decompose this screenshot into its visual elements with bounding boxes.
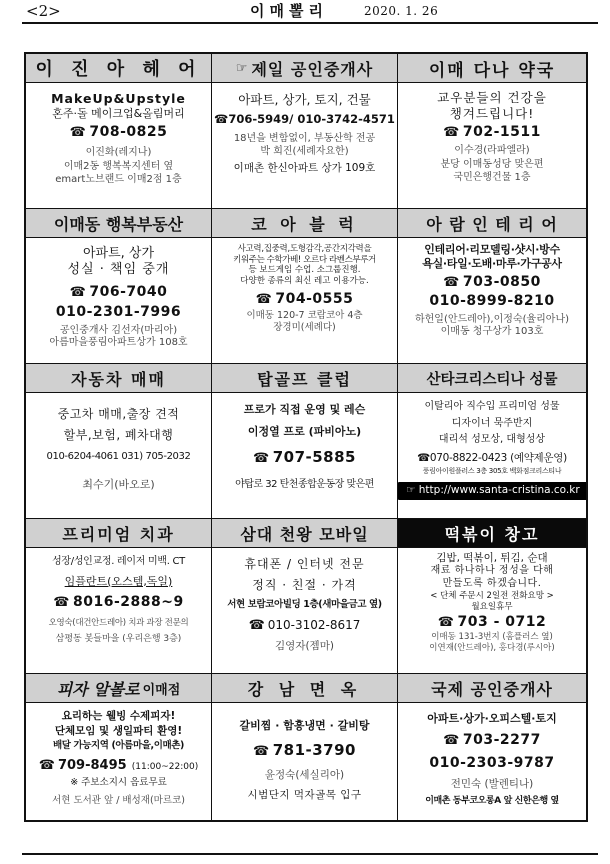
ad-aram-interior: 아 람 인 테 리 어 인테리어·리모델링·샷시·방수 욕실·타일·도배·마루·가구공사 ☎ 703-0850 010-8999-8210 하헌일(안드레아),이정숙(율리아나) 이매동 청구상가 103호: [398, 209, 586, 364]
ad-gangnam-myeonok: 강 남 면 옥 갈비찜 · 함흥냉면 · 갈비탕 ☎ 781-3790 윤정숙(세실리아) 시범단지 먹자골목 입구: [212, 674, 398, 820]
phone-icon: ☎: [248, 617, 265, 633]
ad-pizza-alvolo: 피자 알볼로 이매점 요리하는 웰빙 수제피자! 단체모임 및 생일파티 환영! 배달 가능지역 (아름마을,이매촌) ☎ 709-8495 (11:00~22:00) ※ 주보소지시 음료무료 서현 도서관 앞 / 배성재(마르코): [26, 674, 212, 820]
bulletin-title: 이매뽈리: [250, 2, 328, 20]
ad-title: 아 람 인 테 리 어: [398, 209, 586, 238]
ad-grid: [24, 52, 588, 822]
phone-icon: ☎: [437, 615, 455, 631]
ad-core-block: 코 아 블 럭 사고력,집중력,도형감각,공간지각력을 키워주는 수학가베! 오르다 라벤스부루거 등 보드게임 수업. 소그룹진행. 다양한 종류의 최신 레고 이용가능. ☎ 704-0555 이매동 120-7 코람코아 4층 장경미(세례다): [212, 209, 398, 364]
phone-icon: ☎: [443, 125, 460, 141]
pointing-hand-icon: ☞: [235, 60, 249, 76]
ad-title: 탑골프 클럽: [212, 364, 397, 393]
ad-title: 이 진 아 헤 어: [26, 54, 211, 83]
phone-icon: ☎: [443, 274, 460, 290]
ad-jeil-realty: ☞ 제일 공인중개사 아파트, 상가, 토지, 건물 ☎706-5949/ 010-3742-4571 18년을 변함없이, 부동산학 전공 박 희진(세례자요한) 이매촌 한신아파트 상가 109호: [212, 54, 398, 209]
issue-date: 2020. 1. 26: [364, 4, 439, 18]
ad-title: 삼대 천왕 모바일: [212, 519, 397, 548]
ad-top-golf: 탑골프 클럽 프로가 직접 운영 및 레슨 이정열 프로 (파비아노) ☎ 707-5885 야탑로 32 탄천종합운동장 맞은편: [212, 364, 398, 519]
ad-title: 코 아 블 럭: [212, 209, 397, 238]
ad-title: 제일 공인중개사: [251, 59, 374, 79]
ad-title: 피자 알볼로: [56, 679, 140, 699]
ad-dana-pharmacy: 이매 다나 약국 교우분들의 건강을 챙겨드립니다! ☎ 702-1511 이수경(라파엘라) 분당 이매동성당 맞은편 국민은행건물 1층: [398, 54, 586, 209]
page-number: <2>: [26, 2, 61, 20]
phone-icon: ☎: [214, 111, 229, 126]
footer-rule: [22, 853, 598, 855]
phone-icon: ☎: [253, 450, 270, 466]
ad-tteokbokki-changgo: 떡볶이 창고 김밥, 떡볶이, 튀김, 순대 재료 하나하나 정성을 다해 만들도록 하겠습니다. < 단체 주문시 2일전 전화요망 > 월요일휴무 ☎ 703 - 0712 이매동 131-3번지 (홈플러스 옆) 이연재(안드레아), 홍다경(루시아): [398, 519, 586, 674]
phone-icon: ☎: [53, 595, 70, 611]
phone-icon: ☎: [69, 125, 87, 141]
phone-icon: ☎: [38, 758, 55, 774]
ad-title: 산타크리스티나 성물: [398, 364, 586, 393]
ad-title: 국제 공인중개사: [398, 674, 586, 703]
ad-used-car: 자동차 매매 중고차 매매,출장 견적 할부,보험, 폐차대행 010-6204-4061 031) 705-2032 최수기(바오로): [26, 364, 212, 519]
header-rule: [22, 22, 598, 24]
pointing-hand-icon: ☞: [406, 484, 416, 497]
ad-gukje-realty: 국제 공인중개사 아파트·상가·오피스텔·토지 ☎ 703-2277 010-2303-9787 전민숙 (발렌티나) 이매촌 동부코오롱A 앞 신한은행 옆: [398, 674, 586, 820]
ad-haengbok-realty: 이매동 행복부동산 아파트, 상가 성실 · 책임 중개 ☎ 706-7040 010-2301-7996 공인중개사 김선자(마리아) 아름마을풍림아파트상가 108호: [26, 209, 212, 364]
ad-santa-cristina: 산타크리스티나 성물 이탈리아 직수입 프리미엄 성물 디자이너 묵주반지 대리석 성모상, 대형성상 ☎070-8822-0423 (예약제운영) 풍림아이원플러스 3층 305호 백화점크리스티나 ☞ http://www.santa-cristina.co.kr: [398, 364, 586, 519]
phone-icon: ☎: [253, 743, 270, 759]
ad-title: 프리미엄 치과: [26, 519, 211, 548]
ad-title: 강 남 면 옥: [212, 674, 397, 703]
ad-lee-jina-hair: 이 진 아 헤 어 MakeUp&Upstyle 혼주·돌 메이크업&올림머리 ☎ 708-0825 이진화(레지나) 이매2동 행복복지센터 옆 emart노브랜드 이매2점 1층: [26, 54, 212, 209]
phone-icon: ☎: [443, 732, 460, 748]
phone-icon: ☎: [417, 451, 430, 464]
phone-icon: ☎: [69, 284, 87, 300]
ad-samdae-mobile: 삼대 천왕 모바일 휴대폰 / 인터넷 전문 정직 · 친절 · 가격 서현 보람코아빌딩 1층(새마을금고 옆) ☎ 010-3102-8617 김영자(젬마): [212, 519, 398, 674]
ad-title: 이매동 행복부동산: [26, 209, 211, 238]
phone-icon: ☎: [255, 291, 273, 307]
page-header: [22, 0, 598, 22]
ad-title: 자동차 매매: [26, 364, 211, 393]
ad-title: 떡볶이 창고: [398, 519, 586, 548]
ad-title: 이매 다나 약국: [398, 54, 586, 83]
website-link[interactable]: ☞ http://www.santa-cristina.co.kr: [398, 482, 586, 499]
ad-premium-dental: 프리미엄 치과 성장/성인교정. 레이저 미백. CT 임플란트(오스템,독일) ☎ 8016-2888~9 오영숙(대건안드레아) 치과 과장 전문의 삼평동 봇들마을 (우리은행 3층): [26, 519, 212, 674]
